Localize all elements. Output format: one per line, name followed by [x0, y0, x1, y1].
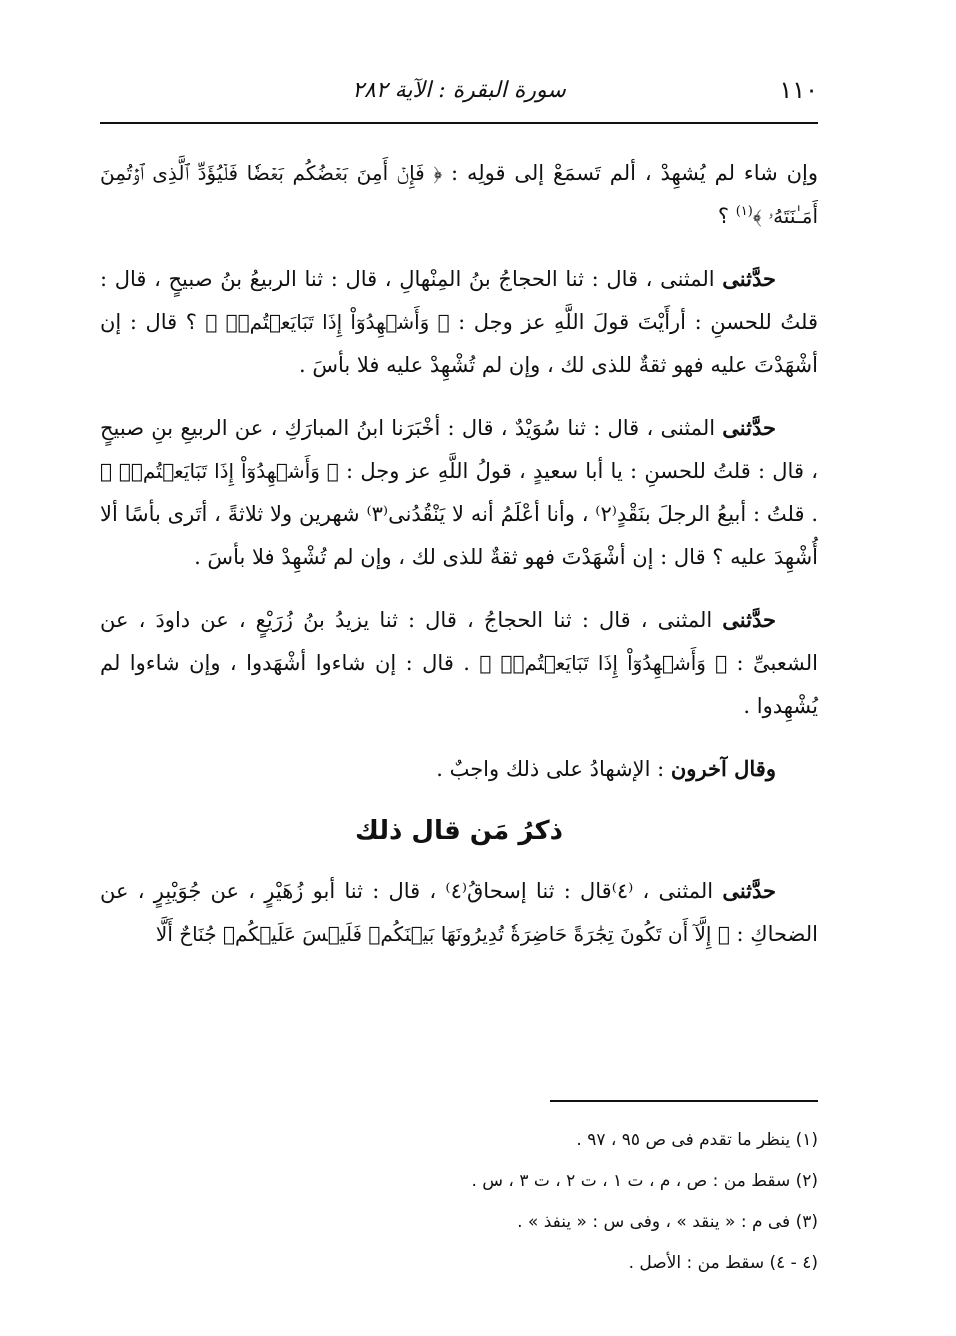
paragraph-lead: حدَّثنى	[722, 415, 776, 440]
paragraph-6	[100, 869, 818, 956]
footnote-1: (١) ينظر ما تقدم فى ص ٩٥ ، ٩٧ .	[576, 1130, 818, 1150]
footnotes	[100, 1120, 818, 1284]
paragraph-4	[100, 598, 818, 728]
footnote-rule	[550, 1100, 818, 1102]
quran-quote: ﴿ وَأَشۡهِدُوٓاْ إِذَا تَبَايَعۡتُمۡۚ ﴾	[100, 459, 339, 483]
footnote-2: (٢) سقط من : ص ، م ، ت ١ ، ت ٢ ، ت ٣ ، س .	[471, 1171, 818, 1191]
paragraph-text: المثنى ، ⁽٤⁾قال : ثنا إسحاقُ⁽٤⁾ ، قال : ثنا أبو زُهَيْرٍ ، عن جُوَيْبِرٍ ، عن الضحاكِ :	[100, 879, 818, 946]
quran-quote: ﴿ وَأَشۡهِدُوٓاْ إِذَا تَبَايَعۡتُمۡۚ ﴾	[479, 651, 728, 675]
paragraph-text-after: . قال : إن شاءوا أشْهَدوا ، وإن شاءوا لم يُشْهِدوا .	[100, 651, 818, 718]
paragraph-text-after: ؟ قال : إن أشْهَدْتَ عليه فهو ثقةٌ للذى لك ، وإن لم تُشْهِدْ عليه فلا بأسَ .	[100, 310, 818, 377]
book-page	[100, 60, 818, 1310]
page-number: ١١٠	[779, 76, 818, 104]
quran-quote: ﴿ فَإِنۡ أَمِنَ بَعۡضُكُم بَعۡضٗا فَلۡيُؤَدِّ ٱلَّذِى ٱؤۡتُمِنَ أَمَـٰنَتَهُۥ ﴾	[100, 161, 818, 228]
paragraph-lead: حدَّثنى	[722, 607, 776, 632]
paragraph-lead: حدَّثنى	[722, 878, 777, 903]
running-title: سورة البقرة : الآية ٢٨٢	[352, 78, 566, 103]
paragraph-text: وإن شاء لم يُشهِدْ ، ألم تَسمَعْ إلى قولِه :	[442, 161, 818, 185]
paragraph-text: المثنى ، قال : ثنا الحجاجُ بنُ المِنْهالِ ، قال : ثنا الربيعُ بنُ صبيحٍ ، قال : قلتُ للحسنِ : أرأَيْتَ قولَ اللَّهِ عز وجل :	[100, 267, 819, 334]
paragraph-lead: وقال آخرون	[670, 756, 776, 781]
quran-quote: ﴿ وَأَشۡهِدُوٓاْ إِذَا تَبَايَعۡتُمۡۚ ﴾	[205, 310, 450, 334]
page-header	[100, 70, 818, 110]
paragraph-text: المثنى ، قال : ثنا الحجاجُ ، قال : ثنا يزيدُ بنُ زُرَيْعٍ ، عن داودَ ، عن الشعبىِّ :	[100, 608, 818, 675]
footnote-3: (٣) فى م : « ينقد » ، وفى س : « ينفذ » .	[517, 1212, 818, 1232]
paragraph-2	[100, 257, 818, 387]
paragraph-text-after: ؟	[717, 204, 736, 228]
paragraph-5	[100, 747, 818, 791]
paragraph-text: المثنى ، قال : ثنا سُوَيْدٌ ، قال : أخْبَرَنا ابنُ المبارَكِ ، عن الربيعِ بنِ صبيحٍ ، قال : قلتُ للحسنِ : يا أبا سعيدٍ ، قولُ اللَّهِ عز وجل :	[100, 416, 818, 483]
main-text	[100, 152, 818, 975]
section-heading: ذكرُ مَن قال ذلك	[355, 816, 563, 846]
header-rule	[100, 122, 818, 124]
paragraph-lead: حدَّثنى	[722, 266, 776, 291]
paragraph-3	[100, 406, 818, 579]
paragraph-1	[100, 152, 818, 238]
quran-quote: ﴿ إِلَّآ أَن تَكُونَ تِجَٰرَةً حَاضِرَةٗ تُدِيرُونَهَا بَيۡنَكُمۡ فَلَيۡسَ عَلَيۡكُمۡ جُنَاحٌ أَلَّا	[155, 922, 730, 946]
footnote-ref: (١)	[735, 204, 753, 219]
paragraph-text: : الإشهادُ على ذلك واجبٌ .	[436, 757, 671, 781]
paragraph-text-after: . قلتُ : أبيعُ الرجلَ بنَقْدٍ⁽٢⁾ ، وأنا أعْلَمُ أنه لا يَنْقُدُنى⁽٣⁾ شهرين ولا ثلاثةً ، أتَرى بأسًا ألا أُشْهِدَ عليه ؟ قال : إن أشْهَدْتَ فهو ثقةٌ للذى لك ، وإن لم تُشْهِدْ فلا بأسَ .	[100, 502, 819, 569]
footnote-4: (٤ - ٤) سقط من : الأصل .	[628, 1253, 818, 1273]
